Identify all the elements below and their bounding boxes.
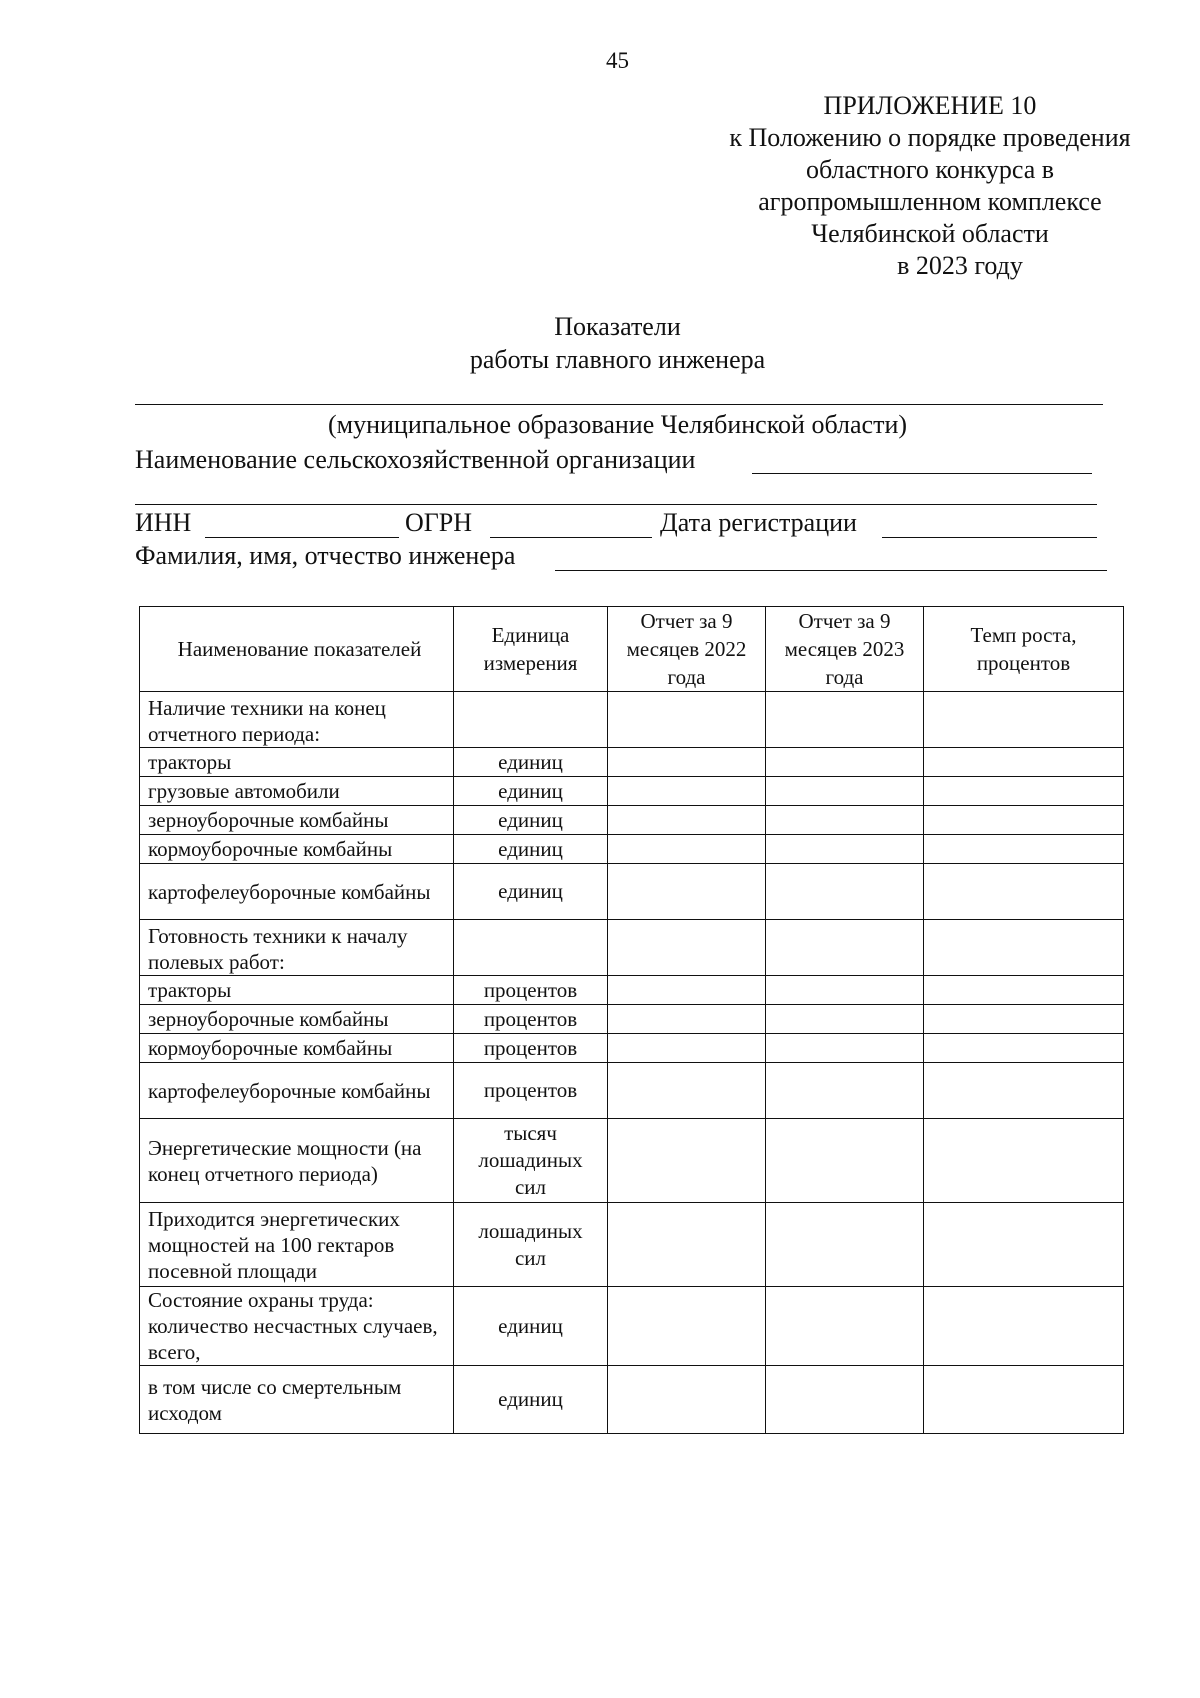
- org-name-field[interactable]: [752, 473, 1092, 474]
- cell-report-2022[interactable]: [608, 748, 766, 777]
- cell-growth[interactable]: [924, 1005, 1124, 1034]
- cell-report-2022[interactable]: [608, 976, 766, 1005]
- appendix-line: к Положению о порядке проведения: [729, 123, 1131, 152]
- cell-report-2022[interactable]: [608, 806, 766, 835]
- reg-date-field[interactable]: [882, 537, 1097, 538]
- reg-date-label: Дата регистрации: [660, 508, 857, 537]
- cell-report-2023[interactable]: [766, 1366, 924, 1434]
- table-row: [140, 835, 1124, 864]
- cell-growth[interactable]: [924, 692, 1124, 748]
- header-report-2022: Отчет за 9 месяцев 2022 года: [608, 607, 766, 692]
- table-row: [140, 692, 1124, 748]
- cell-report-2022[interactable]: [608, 920, 766, 976]
- header-unit: Единица измерения: [454, 607, 608, 692]
- row-name: зерноуборочные комбайны: [140, 806, 454, 835]
- row-unit: единиц: [454, 1287, 608, 1366]
- document-title: [0, 310, 1200, 376]
- table-header-row: [140, 607, 1124, 692]
- row-unit: тысяч лошадиных сил: [454, 1119, 608, 1203]
- cell-report-2023[interactable]: [766, 1119, 924, 1203]
- table-row: [140, 976, 1124, 1005]
- cell-growth[interactable]: [924, 835, 1124, 864]
- row-name: тракторы: [140, 748, 454, 777]
- appendix-line: в 2023 году: [897, 251, 1023, 280]
- row-name: Состояние охраны труда: количество несчастных случаев, всего,: [140, 1287, 454, 1366]
- engineer-label: Фамилия, имя, отчество инженера: [135, 541, 516, 570]
- header-growth: Темп роста, процентов: [924, 607, 1124, 692]
- row-unit: единиц: [454, 1366, 608, 1434]
- table-row: [140, 920, 1124, 976]
- cell-report-2022[interactable]: [608, 1287, 766, 1366]
- table-row: [140, 1034, 1124, 1063]
- cell-growth[interactable]: [924, 1063, 1124, 1119]
- row-name: Энергетические мощности (на конец отчетного периода): [140, 1119, 454, 1203]
- cell-growth[interactable]: [924, 777, 1124, 806]
- row-unit: единиц: [454, 864, 608, 920]
- cell-report-2023[interactable]: [766, 1287, 924, 1366]
- row-name: Наличие техники на конец отчетного периода:: [140, 692, 454, 748]
- row-unit: лошадиных сил: [454, 1203, 608, 1287]
- cell-growth[interactable]: [924, 920, 1124, 976]
- cell-growth[interactable]: [924, 1287, 1124, 1366]
- appendix-line: областного конкурса в: [805, 155, 1055, 184]
- cell-growth[interactable]: [924, 1203, 1124, 1287]
- page-number: 45: [606, 48, 629, 73]
- table-row: [140, 1119, 1124, 1203]
- cell-report-2022[interactable]: [608, 777, 766, 806]
- document-title-line1: Показатели: [554, 312, 681, 341]
- table-row: [140, 1366, 1124, 1434]
- header-name: Наименование показателей: [140, 607, 454, 692]
- cell-report-2023[interactable]: [766, 692, 924, 748]
- inn-label: ИНН: [135, 508, 192, 537]
- appendix-line: Челябинской области: [811, 219, 1049, 248]
- row-name: кормоуборочные комбайны: [140, 835, 454, 864]
- row-unit: процентов: [454, 1034, 608, 1063]
- cell-report-2023[interactable]: [766, 1063, 924, 1119]
- table-row: [140, 1005, 1124, 1034]
- cell-report-2023[interactable]: [766, 1034, 924, 1063]
- row-unit: [454, 920, 608, 976]
- cell-report-2023[interactable]: [766, 1203, 924, 1287]
- row-unit: [454, 692, 608, 748]
- table-row: [140, 806, 1124, 835]
- org-name-label: Наименование сельскохозяйственной организации: [135, 445, 696, 474]
- table-row: [140, 1287, 1124, 1366]
- appendix-title: ПРИЛОЖЕНИЕ 10: [823, 91, 1037, 120]
- row-unit: процентов: [454, 1005, 608, 1034]
- row-name: тракторы: [140, 976, 454, 1005]
- table-row: [140, 1063, 1124, 1119]
- row-name: в том числе со смертельным исходом: [140, 1366, 454, 1434]
- cell-growth[interactable]: [924, 1034, 1124, 1063]
- cell-report-2023[interactable]: [766, 777, 924, 806]
- cell-report-2022[interactable]: [608, 1366, 766, 1434]
- document-title-line2: работы главного инженера: [469, 345, 766, 374]
- cell-report-2023[interactable]: [766, 835, 924, 864]
- table-row: [140, 748, 1124, 777]
- cell-report-2022[interactable]: [608, 1005, 766, 1034]
- appendix-line: агропромышленном комплексе: [758, 187, 1102, 216]
- inn-field[interactable]: [205, 537, 399, 538]
- row-unit: единиц: [454, 835, 608, 864]
- row-unit: процентов: [454, 976, 608, 1005]
- municipality-caption: (муниципальное образование Челябинской области): [327, 410, 908, 439]
- cell-report-2023[interactable]: [766, 806, 924, 835]
- row-unit: процентов: [454, 1063, 608, 1119]
- indicators-table: [139, 606, 1124, 1434]
- cell-report-2023[interactable]: [766, 864, 924, 920]
- row-name: кормоуборочные комбайны: [140, 1034, 454, 1063]
- ogrn-field[interactable]: [490, 537, 652, 538]
- engineer-field[interactable]: [555, 570, 1107, 571]
- cell-report-2023[interactable]: [766, 748, 924, 777]
- row-name: Готовность техники к началу полевых работ:: [140, 920, 454, 976]
- cell-growth[interactable]: [924, 1366, 1124, 1434]
- table-row: [140, 864, 1124, 920]
- org-name-field-continuation[interactable]: [135, 504, 1097, 505]
- ogrn-label: ОГРН: [405, 508, 473, 537]
- cell-report-2022[interactable]: [608, 1034, 766, 1063]
- header-report-2023: Отчет за 9 месяцев 2023 года: [766, 607, 924, 692]
- cell-growth[interactable]: [924, 976, 1124, 1005]
- row-unit: единиц: [454, 806, 608, 835]
- row-name: картофелеуборочные комбайны: [140, 864, 454, 920]
- row-name: картофелеуборочные комбайны: [140, 1063, 454, 1119]
- row-name: грузовые автомобили: [140, 777, 454, 806]
- row-unit: единиц: [454, 748, 608, 777]
- row-unit: единиц: [454, 777, 608, 806]
- cell-report-2022[interactable]: [608, 1119, 766, 1203]
- appendix-header: [650, 90, 1200, 282]
- table-row: [140, 1203, 1124, 1287]
- cell-report-2022[interactable]: [608, 692, 766, 748]
- cell-growth[interactable]: [924, 1119, 1124, 1203]
- cell-report-2022[interactable]: [608, 1063, 766, 1119]
- row-name: Приходится энергетических мощностей на 100 гектаров посевной площади: [140, 1203, 454, 1287]
- cell-report-2023[interactable]: [766, 1005, 924, 1034]
- cell-report-2023[interactable]: [766, 920, 924, 976]
- cell-growth[interactable]: [924, 806, 1124, 835]
- cell-report-2022[interactable]: [608, 864, 766, 920]
- cell-report-2022[interactable]: [608, 1203, 766, 1287]
- row-name: зерноуборочные комбайны: [140, 1005, 454, 1034]
- cell-report-2023[interactable]: [766, 976, 924, 1005]
- table-row: [140, 777, 1124, 806]
- cell-growth[interactable]: [924, 864, 1124, 920]
- cell-growth[interactable]: [924, 748, 1124, 777]
- municipality-blank-line[interactable]: [135, 404, 1103, 405]
- cell-report-2022[interactable]: [608, 835, 766, 864]
